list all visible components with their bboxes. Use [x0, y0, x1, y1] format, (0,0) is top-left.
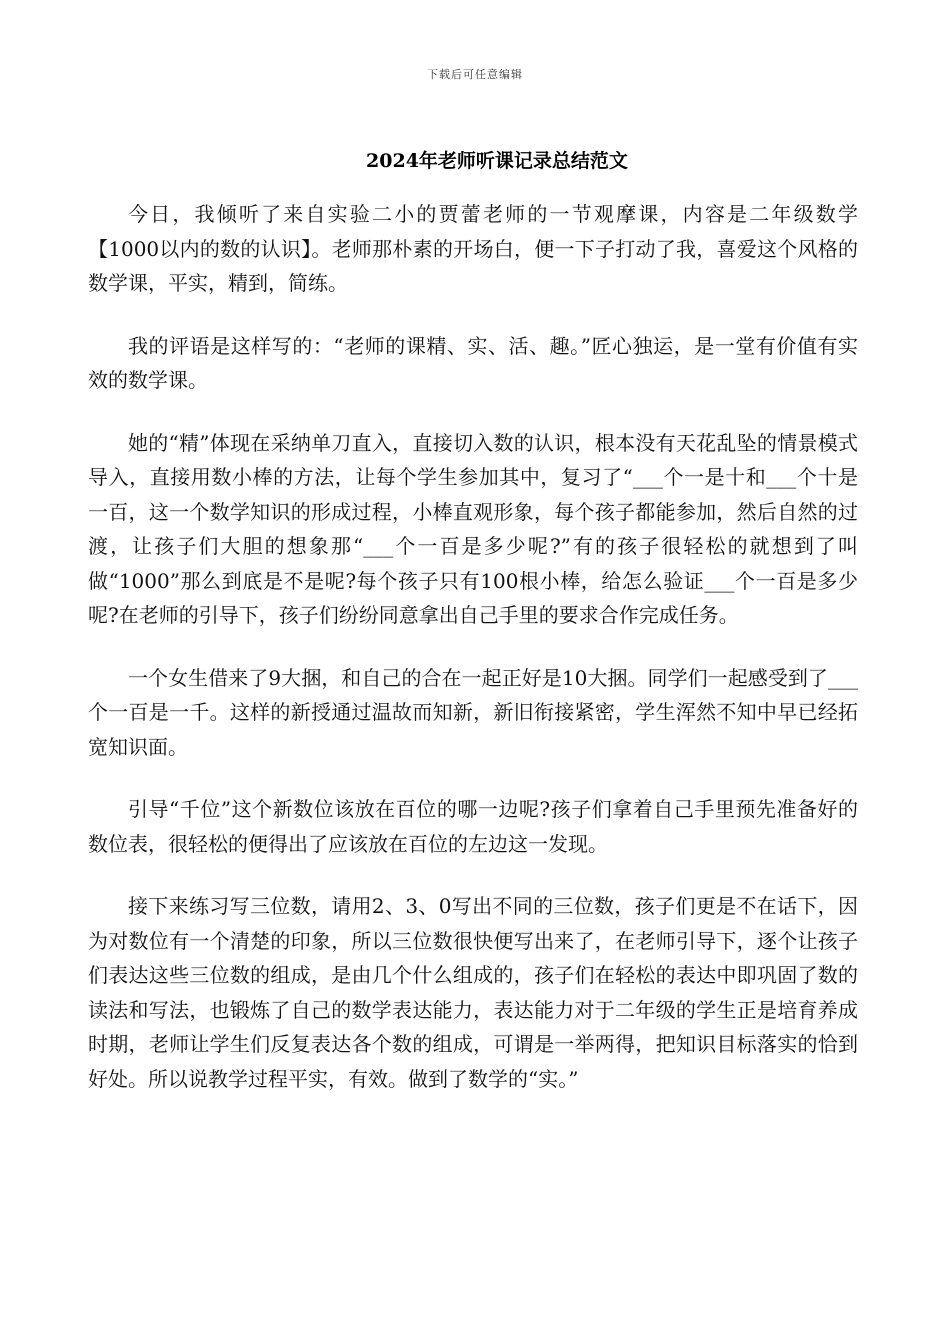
- header-note: 下载后可任意编辑: [427, 68, 523, 81]
- paragraph: 引导“千位”这个新数位该放在百位的哪一边呢?孩子们拿着自己手里预先准备好的数位表，很轻松的便得出了应该放在百位的左边这一发现。: [88, 797, 858, 856]
- paragraph: 接下来练习写三位数，请用2、3、0写出不同的三位数，孩子们更是不在话下，因为对数位有一个清楚的印象，所以三位数很快便写出来了，在老师引导下，逐个让孩子们表达这些三位数的组成，是由几个什么组成的，孩子们在轻松的表达中即巩固了数的读法和写法，也锻炼了自己的数学表达能力，表达能力对于二年级的学生正是培育养成时期，老师让学生们反复表达各个数的组成，可谓是一举两得，把知识目标落实的恰到好处。所以说教学过程平实，有效。做到了数学的“实。”: [88, 894, 858, 1091]
- paragraph: 她的“精”体现在采纳单刀直入，直接切入数的认识，根本没有天花乱坠的情景模式导入，直接用数小棒的方法，让每个学生参加其中，复习了“___个一是十和___个十是一百，这一个数学知识的形成过程，小棒直观形象，每个孩子都能参加，然后自然的过渡，让孩子们大胆的想象那“___个一百是多少呢?”有的孩子很轻松的就想到了叫做“1000”那么到底是不是呢?每个孩子只有100根小棒，给怎么验证___个一百是多少呢?在老师的引导下，孩子们纷纷同意拿出自己手里的要求合作完成任务。: [88, 430, 858, 627]
- document-body: [88, 197, 858, 1124]
- paragraph: 我的评语是这样写的：“老师的课精、实、活、趣。”匠心独运，是一堂有价值有实效的数学课。: [88, 333, 858, 392]
- document-title: 2024年老师听课记录总结范文: [366, 150, 628, 172]
- paragraph: 今日，我倾听了来自实验二小的贾蕾老师的一节观摩课，内容是二年级数学【1000以内的数的认识】。老师那朴素的开场白，便一下子打动了我，喜爱这个风格的数学课，平实，精到，简练。: [88, 202, 858, 295]
- paragraph: 一个女生借来了9大捆，和自己的合在一起正好是10大捆。同学们一起感受到了___个一百是一千。这样的新授通过温故而知新，新旧衔接紧密，学生浑然不知中早已经拓宽知识面。: [88, 665, 858, 759]
